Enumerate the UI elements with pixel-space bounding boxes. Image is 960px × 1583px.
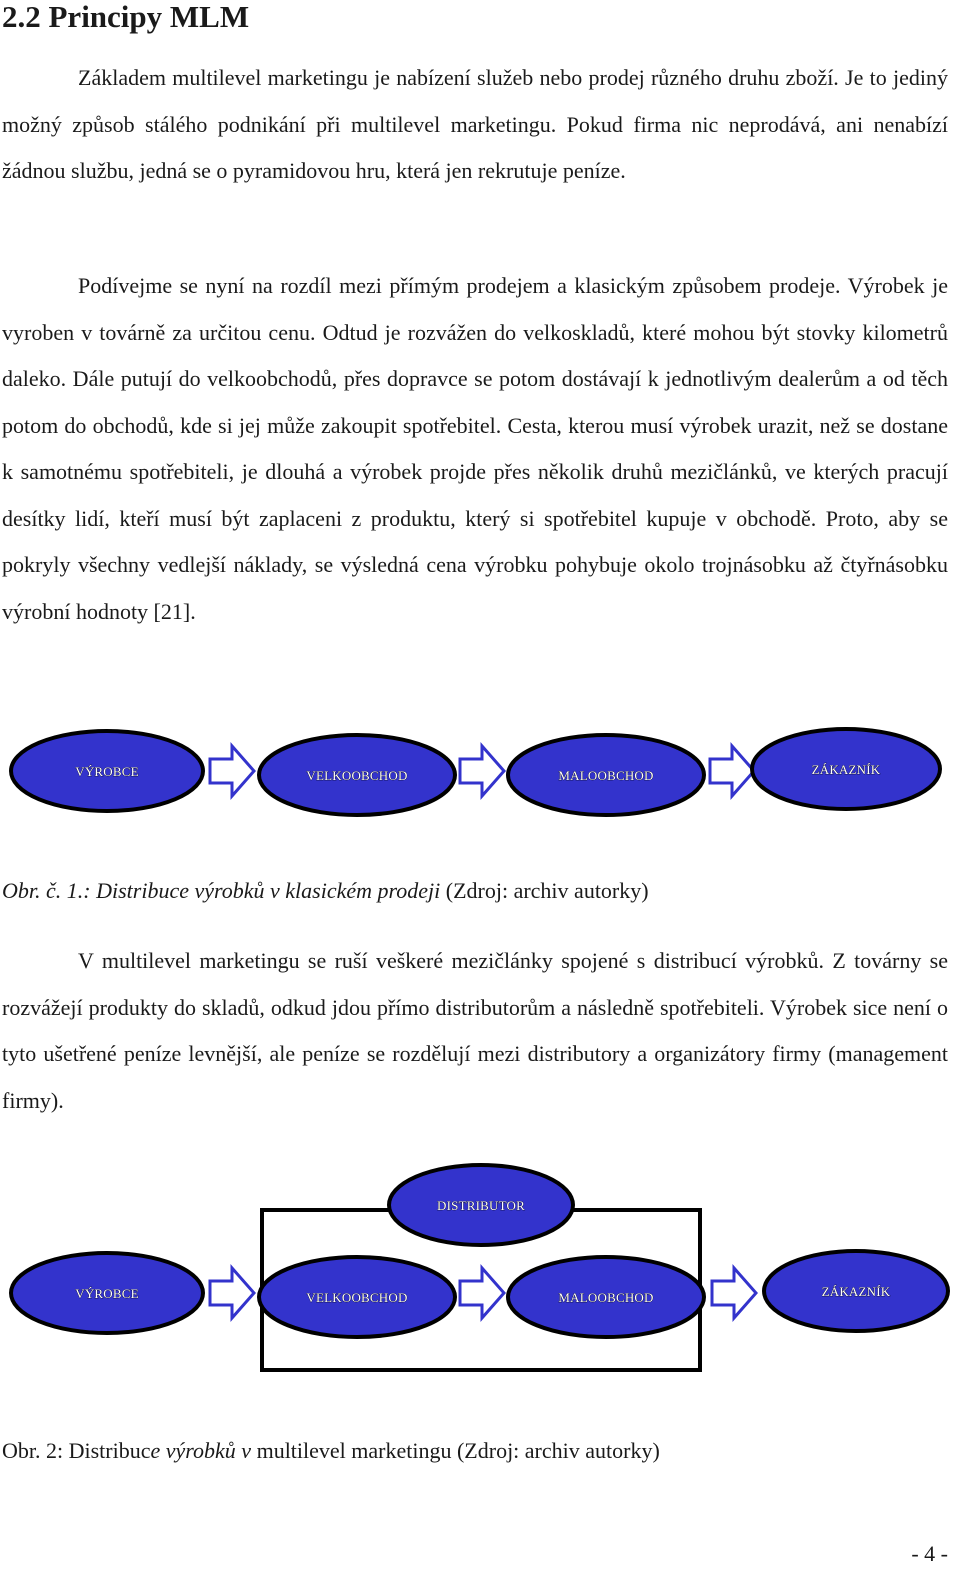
section-heading: 2.2 Principy MLM [2,0,250,34]
node-label: ZÁKAZNÍK [821,1284,891,1299]
node-label: VELKOOBCHOD [306,768,408,783]
figure-mlm-distribution [0,1160,960,1375]
paragraph-text: V multilevel marketingu se ruší veškeré mezičlánky spojené s distribucí výrobků. Z továrny se rozvážejí produkty do skladů, odkud jdou přímo distributorům a následně spotřebiteli. Výrobek sice není o tyto ušetřené peníze levnější, ale peníze se rozdělují mezi distributory a organizátory firmy (management firmy). [2,948,948,1113]
paragraph-text: Podívejme se nyní na rozdíl mezi přímým prodejem a klasickým způsobem prodeje. Výrobek je vyroben v továrně za určitou cenu. Odtud je rozvážen do velkoskladů, které mohou být stovky kilometrů daleko. Dále putují do velkoobchodů, přes dopravce se potom dostávají k jednotlivým dealerům a od těch potom do obchodů, kde si jej může zakoupit spotřebitel. Cesta, kterou musí výrobek urazit, než se dostane k samotnému spotřebiteli, je dlouhá a výrobek projde přes několik druhů mezičlánků, ve kterých pracují desítky lidí, kteří musí být zaplaceni z produktu, který si spotřebitel kupuje v obchodě. Proto, aby se pokryly všechny vedlejší náklady, se výsledná cena výrobku pohybuje okolo trojnásobku až čtyřnásobku výrobní hodnoty [21]. [2,273,948,624]
caption-title: e výrobků v [150,1438,252,1463]
node-label: DISTRIBUTOR [437,1198,525,1213]
caption-source: multilevel marketingu (Zdroj: archiv autorky) [251,1438,660,1463]
figure1-caption [2,876,649,906]
arrow-right-icon [210,1268,254,1318]
arrow-right-icon [460,1268,504,1318]
node-label: VÝROBCE [75,764,139,779]
arrow-right-icon [210,746,254,796]
node-velkoobchod [259,1257,455,1337]
paragraph-mlm-basis [2,55,948,195]
caption-title: Distribuce výrobků v klasickém prodeji [96,878,441,903]
arrow-right-icon [710,746,754,796]
figure-classic-distribution [0,725,960,825]
caption-source: (Zdroj: archiv autorky) [440,878,649,903]
node-label: MALOOBCHOD [558,1290,654,1305]
node-zakaznik [764,1251,948,1331]
node-maloobchod [508,735,704,815]
node-vyrobce [11,1253,203,1333]
arrow-right-icon [712,1268,756,1318]
node-label: VÝROBCE [75,1286,139,1301]
node-zakaznik [752,729,940,809]
node-maloobchod [508,1257,704,1337]
arrow-right-icon [460,746,504,796]
page-number: - 4 - [911,1541,948,1566]
node-distributor [389,1165,573,1245]
node-vyrobce [11,731,203,811]
node-velkoobchod [259,735,455,815]
node-label: VELKOOBCHOD [306,1290,408,1305]
caption-prefix: Obr. č. 1.: [2,878,97,903]
node-label: ZÁKAZNÍK [811,762,881,777]
node-label: MALOOBCHOD [558,768,654,783]
paragraph-text: Základem multilevel marketingu je nabízení služeb nebo prodej různého druhu zboží. Je to jediný možný způsob stálého podnikání při multilevel marketingu. Pokud firma nic neprodává, ani nenabízí žádnou službu, jedná se o pyramidovou hru, která jen rekrutuje peníze. [2,65,948,183]
paragraph-mlm-distribution [2,938,948,1124]
paragraph-direct-vs-classic [2,263,948,635]
figure2-caption [2,1436,660,1466]
caption-prefix: Obr. 2: Distribuc [2,1438,151,1463]
